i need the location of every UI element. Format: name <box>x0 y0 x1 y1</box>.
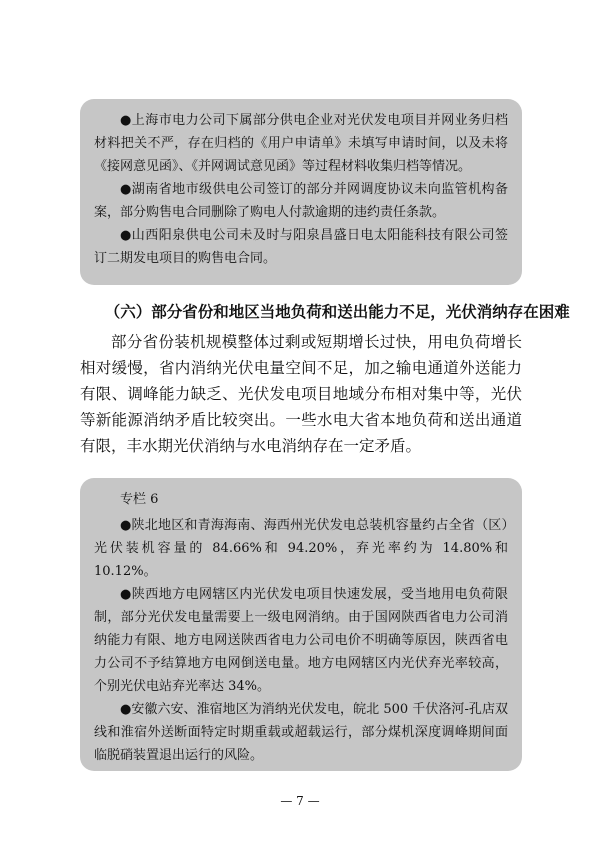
callout-paragraph: ●湖南省地市级供电公司签订的部分并网调度协议未向监管机构备案，部分购售电合同删除了购电人付款逾期的违约责任条款。 <box>94 182 508 220</box>
page-number: — 7 — <box>280 794 320 808</box>
callout-paragraph: ●陕西地方电网辖区内光伏发电项目快速发展，受当地用电负荷限制，部分光伏发电量需要上一级电网消纳。由于国网陕西省电力公司消纳能力有限、地方电网送陕西省电力公司电价不明确等原因，陕西省电力公司不予结算地方电网倒送电量。地方电网辖区内光伏弃光率较高，个别光伏电站弃光率达 34%。 <box>94 587 508 694</box>
callout-paragraph: ●安徽六安、淮宿地区为消纳光伏发电，皖北 500 千伏洛河-孔店双线和淮宿外送断面特定时期重载或超载运行，部分煤机深度调峰期间面临脱硝装置退出运行的风险。 <box>94 702 508 763</box>
callout-paragraph: ●陕北地区和青海海南、海西州光伏发电总装机容量约占全省（区）光伏装机容量的 84.66%和 94.20%，弃光率约为 14.80%和 10.12%。 <box>94 518 508 579</box>
callout-box-2 <box>80 478 522 771</box>
callout-box-1 <box>80 99 522 285</box>
callout-paragraph: ●上海市电力公司下属部分供电企业对光伏发电项目并网业务归档材料把关不严，存在归档的《用户申请单》未填写申请时间，以及未将《接网意见函》、《并网调试意见函》等过程材料收集归档等情况。 <box>94 113 508 174</box>
callout-paragraph: ●山西阳泉供电公司未及时与阳泉昌盛日电太阳能科技有限公司签订二期发电项目的购售电合同。 <box>94 228 508 266</box>
column-title: 专栏 6 <box>120 492 159 507</box>
section-body: 部分省份装机规模整体过剩或短期增长过快，用电负荷增长相对缓慢，省内消纳光伏电量空间不足，加之输电通道外送能力有限、调峰能力缺乏、光伏发电项目地域分布相对集中等，光伏等新能源消纳矛盾比较突出。一些水电大省本地负荷和送出通道有限，丰水期光伏消纳与水电消纳存在一定矛盾。 <box>80 333 522 455</box>
section-heading: （六）部分省份和地区当地负荷和送出能力不足，光伏消纳存在困难 <box>104 302 570 321</box>
